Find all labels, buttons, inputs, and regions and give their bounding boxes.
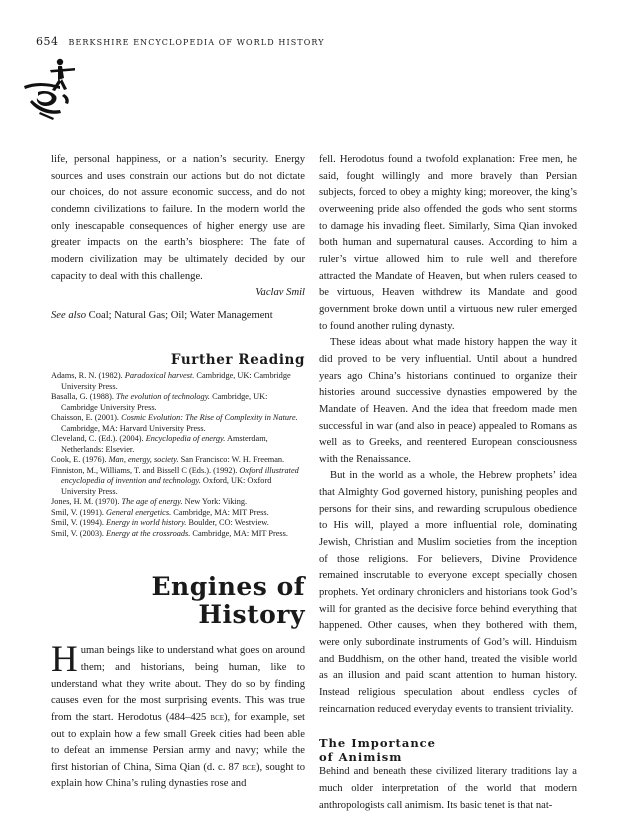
- encyclopedia-logo-icon: [20, 56, 82, 120]
- body-paragraph: But in the world as a whole, the Hebrew prophets’ idea that Almighty God governed history, punishing peoples and persons for their sins, and rewarding scrupulous obedience to His will, played a more influential role, dominating Jewish, Christian and Muslim societies from the inception of those religions. For believers, Divine Providence remained inscrutable to everyone except specially chosen prophets. Yet ordinary chroniclers and historians took God’s will for granted as the decisive force behind everything that happened. Other causes, when they bothered with them, were only subordinate instruments of God’s will. Hinduism and Buddhism, on the other hand, treated the visible world as an illusion and paid scant attention to human history. Instead religious speculation about endless cycles of reincarnation reduced everyday events to transient triviality.: [319, 470, 577, 715]
- page-header: [36, 32, 596, 46]
- body-paragraph: These ideas about what made history happen the way it did proved to be very influential. Until about a hundred years ago China’s historians continued to organize their histories around successive dynasties empowered by the Mandate of Heaven. And the idea that freedom made men successful in war (and also in peace) appealed to Romans as well as to Greeks, and reentered European consciousness with the Renaissance.: [319, 337, 577, 465]
- reference-entry: Cook, E. (1976). Man, energy, society. San Francisco: W. H. Freeman.: [51, 455, 285, 465]
- left-paragraph: life, personal happiness, or a nation’s security. Energy sources and uses constrain our actions but do not dictate our choices, do not assure economic success, and do not condemn civilizations to failure. In the modern world the only inescapable consequences of higher energy use are greater impacts on the earth’s biosphere: The fate of modern civilization may be ultimately decided by our capacity to deal with this challenge.: [51, 154, 305, 282]
- body-paragraph: Behind and beneath these civilized literary traditions lay a much older interpretation of the world that modern anthropologists call animism. Its basic tenet is that nat-: [319, 766, 577, 811]
- reference-entry: Smil, V. (1994). Energy in world history. Boulder, CO: Westview.: [51, 518, 269, 528]
- see-also-links[interactable]: Coal; Natural Gas; Oil; Water Management: [88, 309, 273, 321]
- article-title-line: Engines of: [151, 572, 305, 602]
- right-column: [319, 152, 577, 814]
- drop-cap: H: [51, 639, 78, 681]
- see-also-label: See also: [51, 309, 87, 321]
- reference-entry: Cleveland, C. (Ed.). (2004). Encyclopedia of energy. Amsterdam, Netherlands: Elsevier.: [51, 434, 268, 454]
- page-number: 654: [36, 35, 59, 48]
- see-also: [51, 308, 305, 325]
- author-signature: Vaclav Smil: [255, 287, 305, 299]
- further-reading-heading: Further Reading: [170, 351, 305, 368]
- reference-entry: Smil, V. (2003). Energy at the crossroads. Cambridge, MA: MIT Press.: [51, 528, 288, 538]
- reference-entry: Basalla, G. (1988). The evolution of technology. Cambridge, UK: Cambridge University Press.: [51, 392, 268, 412]
- body-paragraph: fell. Herodotus found a twofold explanation: Free men, he said, fought willingly and more bravely than Persian subjects, forced to obey a mighty king; moreover, the king’s overweening pride also offended the gods who sent storms to damage his invading fleet. Similarly, Sima Qian invoked both human and supernatural causes. According to him a ruler’s virtue allowed him to rule well and therefore attracted the Mandate of Heaven, but when rulers ceased to be virtuous, Heaven withdrew its Mandate and good government broke down until a virtuous new ruler emerged to found another ruling dynasty.: [319, 154, 577, 332]
- reference-list: [51, 371, 305, 539]
- article-title-line: History: [198, 600, 305, 630]
- reference-entry: Finniston, M., Williams, T. and Bissell C (Eds.). (1992). Oxford illustrated encyclopedia of invention and technology. Oxford, UK: Oxford University Press.: [51, 465, 299, 496]
- article-opening-paragraph: Human beings like to understand what goes on around them; and historians, being human, like to understand what they write about. They do so by finding causes even for the most surprising events. This was true from the start. Herodotus (484–425 bce), for example, set out to explain how a few small Greek cities had been able to defeat an immense Persian army and navy; while the first historian of China, Sima Qian (d. c. 87 bce), sought to explain how China’s ruling dynasties rose and: [51, 639, 306, 790]
- reference-entry: Jones, H. M. (1970). The age of energy. New York: Viking.: [51, 497, 248, 507]
- left-column: [51, 152, 305, 793]
- article-title: [51, 573, 305, 629]
- running-head: BERKSHIRE ENCYCLOPEDIA OF WORLD HISTORY: [68, 38, 325, 47]
- reference-entry: Smil, V. (1991). General energetics. Cambridge, MA: MIT Press.: [51, 507, 269, 517]
- section-heading: The Importance of Animism: [319, 736, 437, 765]
- reference-entry: Adams, R. N. (1982). Paradoxical harvest. Cambridge, UK: Cambridge University Press.: [51, 371, 291, 391]
- reference-entry: Chaisson, E. (2001). Cosmic Evolution: The Rise of Complexity in Nature. Cambridge, MA: Harvard University Press.: [51, 413, 298, 433]
